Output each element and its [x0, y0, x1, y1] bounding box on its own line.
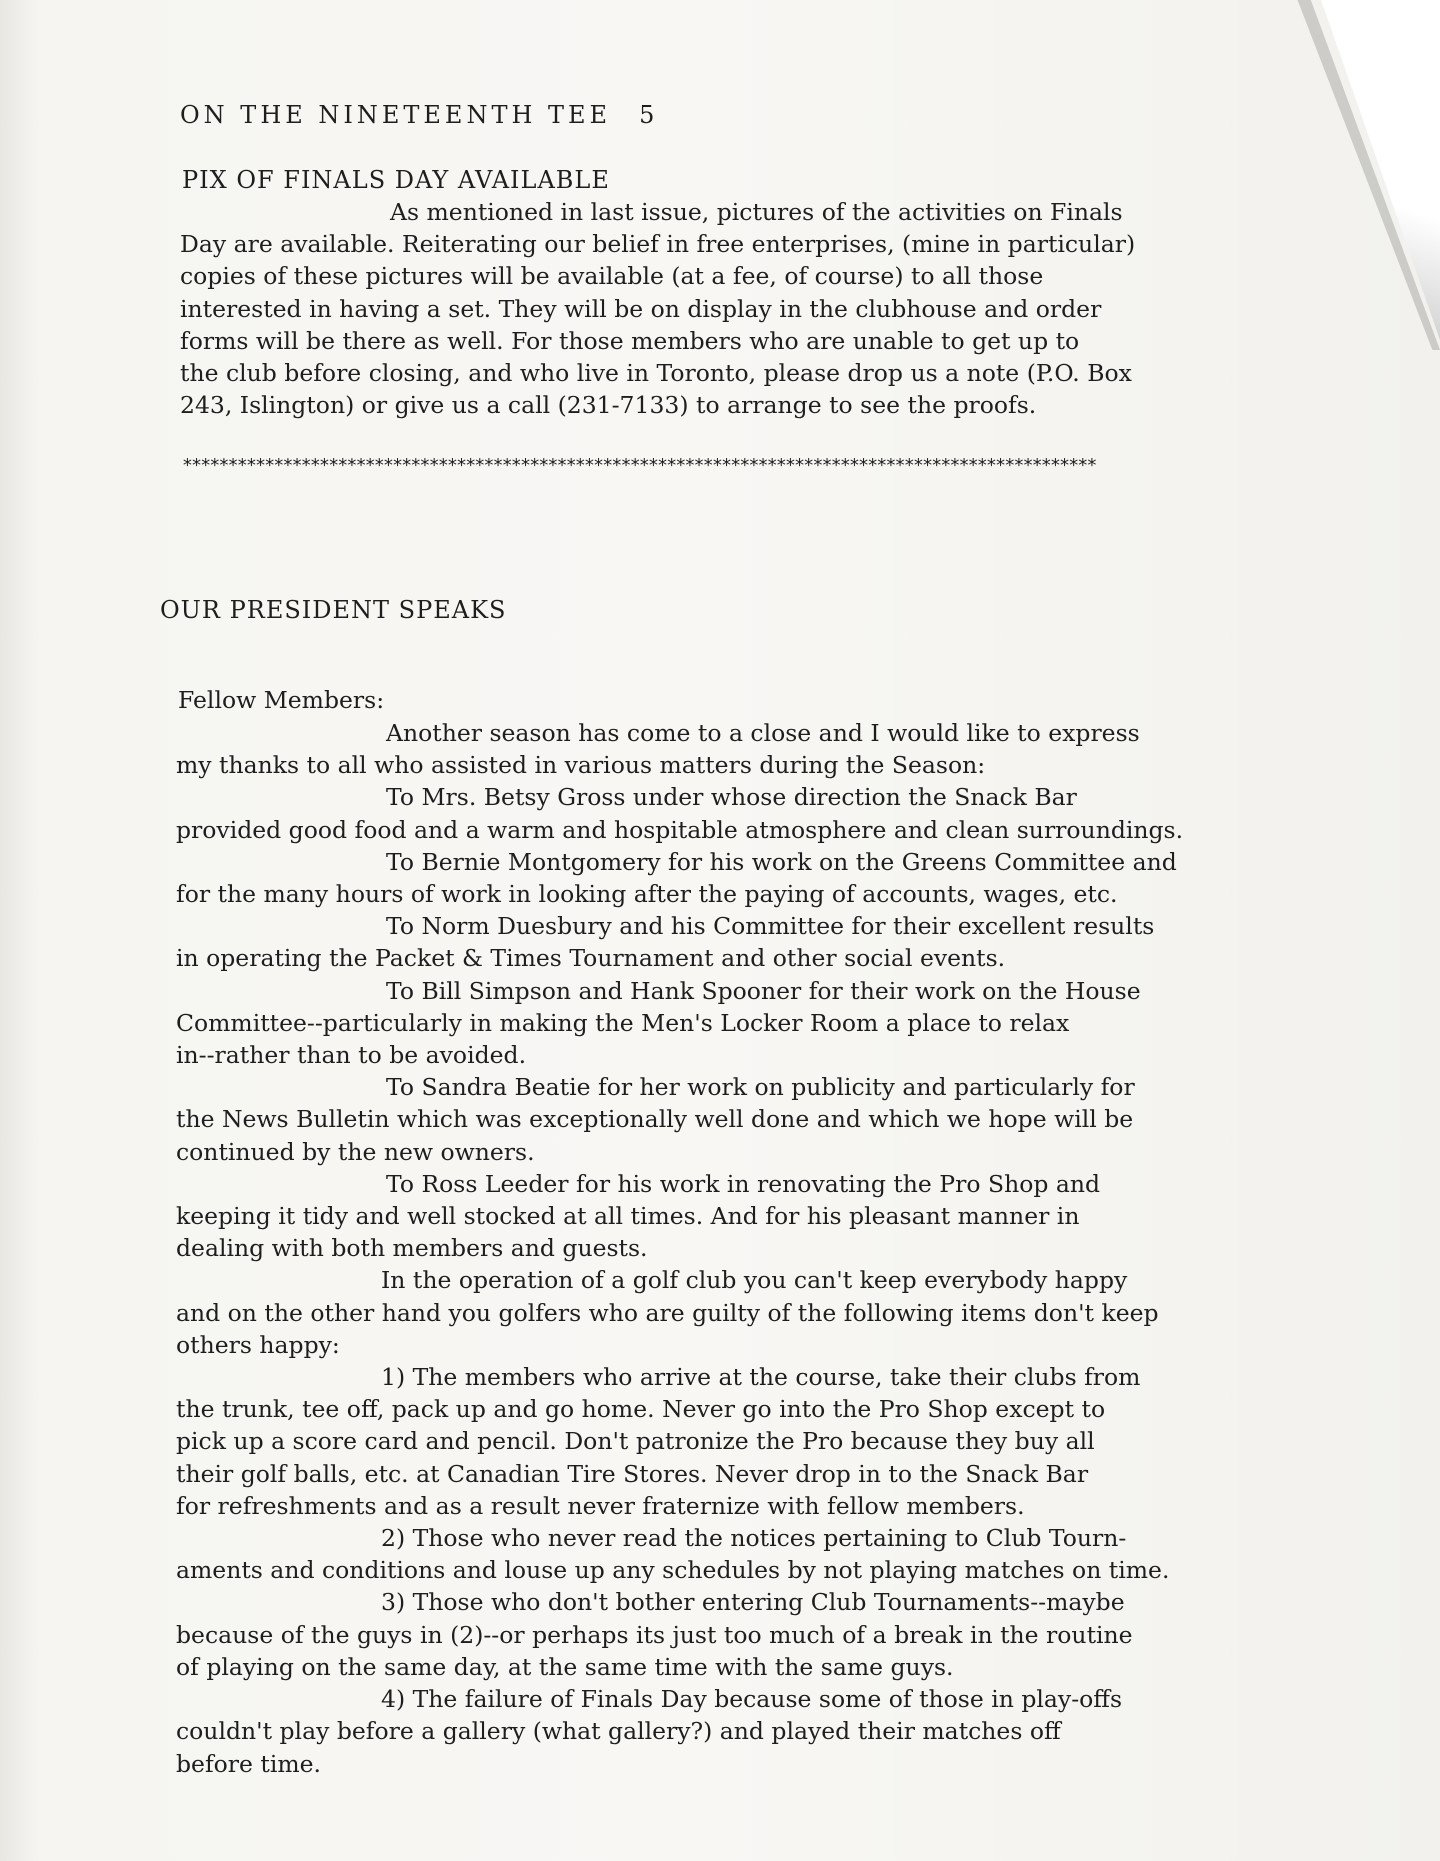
text-line: Another season has come to a close and I would like to express	[386, 719, 1140, 747]
text-line: in--rather than to be avoided.	[176, 1041, 527, 1070]
list-item-3: 3) Those who don't bother entering Club Tournaments--maybe	[381, 1588, 1125, 1617]
list-item-1: 1) The members who arrive at the course, take their clubs from	[381, 1363, 1141, 1392]
text-line: dealing with both members and guests.	[176, 1234, 648, 1263]
text-line: Committee--particularly in making the Men's Locker Room a place to relax	[176, 1008, 1070, 1037]
text-line: Day are available. Reiterating our belief in free enterprises, (mine in particular)	[180, 230, 1136, 259]
text-line: the club before closing, and who live in Toronto, please drop us a note (P.O. Box	[180, 359, 1132, 388]
text-line: and on the other hand you golfers who are guilty of the following items don't keep	[176, 1298, 1159, 1327]
text-line: because of the guys in (2)--or perhaps its just too much of a break in the routine	[176, 1620, 1133, 1649]
text-line: the trunk, tee off, pack up and go home. Never go into the Pro Shop except to	[176, 1395, 1106, 1424]
text-line: forms will be there as well. For those members who are unable to get up to	[180, 326, 1080, 355]
text-line: keeping it tidy and well stocked at all times. And for his pleasant manner in	[176, 1202, 1080, 1231]
section-body-president	[176, 717, 1183, 1780]
text-line: their golf balls, etc. at Canadian Tire Stores. Never drop in to the Snack Bar	[176, 1459, 1089, 1488]
text-line: for the many hours of work in looking after the paying of accounts, wages, etc.	[176, 880, 1118, 909]
section-body-pix	[180, 196, 1135, 421]
list-item-4: 4) The failure of Finals Day because some of those in play-offs	[381, 1685, 1123, 1714]
text-line: others happy:	[176, 1330, 340, 1359]
section-heading-president: OUR PRESIDENT SPEAKS	[160, 596, 507, 624]
page-header	[180, 101, 654, 129]
text-line: couldn't play before a gallery (what gallery?) and played their matches off	[176, 1717, 1061, 1746]
text-line: To Bernie Montgomery for his work on the Greens Committee and	[386, 847, 1177, 876]
page-number: 5	[639, 101, 655, 129]
text-line: copies of these pictures will be available (at a fee, of course) to all those	[180, 262, 1044, 291]
salutation: Fellow Members:	[178, 686, 385, 714]
text-line: the News Bulletin which was exceptionally well done and which we hope will be	[176, 1105, 1134, 1134]
text-line: To Bill Simpson and Hank Spooner for their work on the House	[386, 976, 1141, 1005]
text-line: aments and conditions and louse up any schedules by not playing matches on time.	[176, 1556, 1170, 1585]
text-line: before time.	[176, 1749, 322, 1778]
text-line: of playing on the same day, at the same time with the same guys.	[176, 1652, 954, 1681]
text-line: provided good food and a warm and hospitable atmosphere and clean surroundings.	[176, 815, 1184, 844]
newsletter-title: ON THE NINETEENTH TEE	[180, 101, 612, 129]
text-line: 243, Islington) or give us a call (231-7133) to arrange to see the proofs.	[180, 391, 1037, 420]
text-line: To Mrs. Betsy Gross under whose direction the Snack Bar	[386, 783, 1077, 812]
text-line: interested in having a set. They will be on display in the clubhouse and order	[180, 294, 1102, 323]
text-line: my thanks to all who assisted in various matters during the Season:	[176, 751, 986, 780]
text-line: pick up a score card and pencil. Don't patronize the Pro because they buy all	[176, 1427, 1095, 1456]
text-line: To Norm Duesbury and his Committee for their excellent results	[386, 912, 1155, 941]
section-heading-pix: PIX OF FINALS DAY AVAILABLE	[182, 166, 610, 194]
text-line: As mentioned in last issue, pictures of the activities on Finals	[390, 198, 1123, 226]
text-line: In the operation of a golf club you can't keep everybody happy	[381, 1266, 1128, 1295]
text-line: for refreshments and as a result never fraternize with fellow members.	[176, 1491, 1025, 1520]
text-line: To Sandra Beatie for her work on publicity and particularly for	[386, 1073, 1135, 1102]
text-line: To Ross Leeder for his work in renovating the Pro Shop and	[386, 1169, 1101, 1198]
section-separator: ****************************************************************************************************	[182, 455, 1096, 476]
list-item-2: 2) Those who never read the notices pertaining to Club Tourn-	[381, 1524, 1127, 1553]
text-line: in operating the Packet & Times Tournament and other social events.	[176, 944, 1006, 973]
text-line: continued by the new owners.	[176, 1137, 535, 1166]
